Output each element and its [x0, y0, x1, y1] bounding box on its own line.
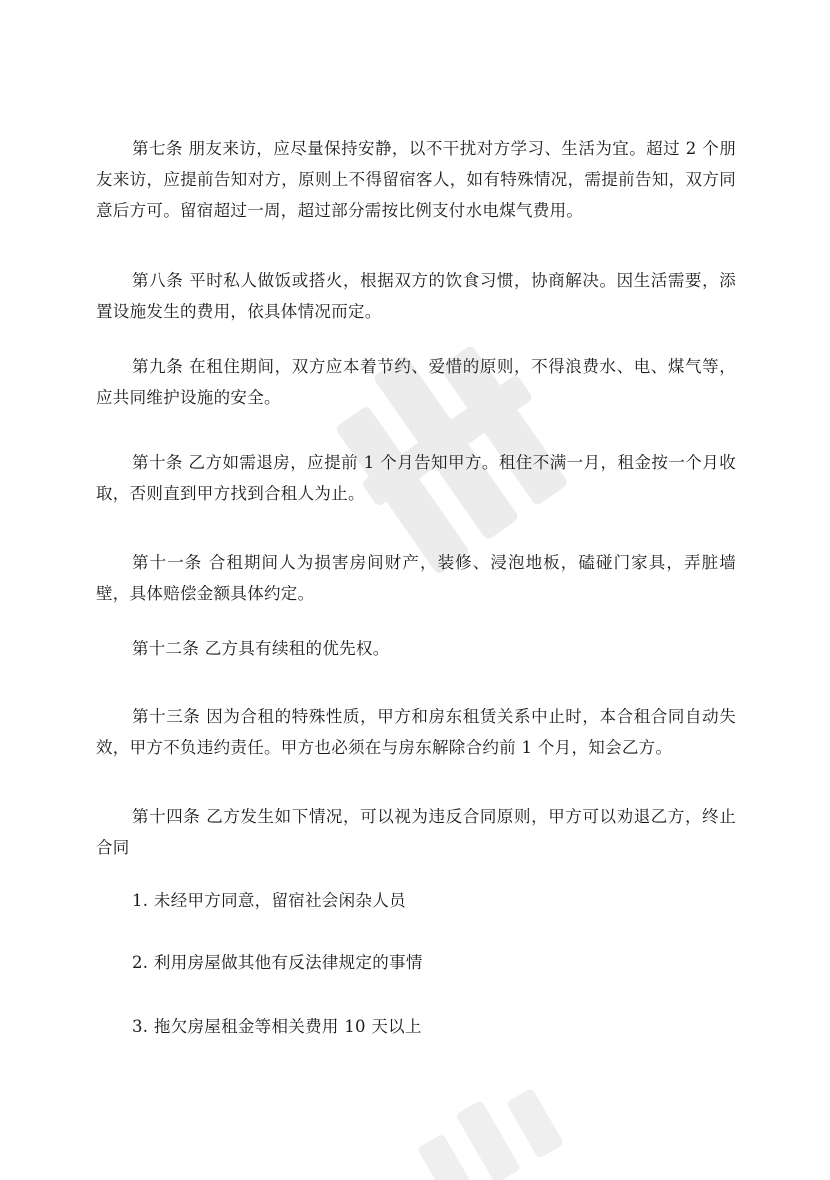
list-item: 3. 拖欠房屋租金等相关费用 10 天以上: [132, 1017, 422, 1036]
article-12-paragraph: 第十二条 乙方具有续租的优先权。: [132, 639, 390, 658]
list-item: 2. 利用房屋做其他有反法律规定的事情: [132, 953, 423, 972]
watermark-corner-icon: [390, 1090, 590, 1180]
article-7-paragraph: 第七条 朋友来访，应尽量保持安静，以不干扰对方学习、生活为宜。超过 2 个朋友来访，应提前告知对方，原则上不得留宿客人，如有特殊情况，需提前告知，双方同意后方可。留宿超过一周，超过部分需按比例支付水电煤气费用。: [96, 139, 736, 220]
list-item: 1. 未经甲方同意，留宿社会闲杂人员: [132, 891, 406, 910]
article-13-paragraph: 第十三条 因为合租的特殊性质，甲方和房东租赁关系中止时，本合租合同自动失效，甲方不负违约责任。甲方也必须在与房东解除合约前 1 个月，知会乙方。: [96, 707, 736, 757]
article-10-paragraph: 第十条 乙方如需退房，应提前 1 个月告知甲方。租住不满一月，租金按一个月收取，否则直到甲方找到合租人为止。: [96, 453, 736, 503]
article-11-paragraph: 第十一条 合租期间人为损害房间财产，装修、浸泡地板，磕碰门家具，弄脏墙壁，具体赔偿金额具体约定。: [96, 553, 736, 603]
article-8-paragraph: 第八条 平时私人做饭或搭火，根据双方的饮食习惯，协商解决。因生活需要，添置设施发生的费用，依具体情况而定。: [96, 271, 736, 321]
article-14-paragraph: 第十四条 乙方发生如下情况，可以视为违反合同原则，甲方可以劝退乙方，终止合同: [96, 807, 736, 857]
article-9-paragraph: 第九条 在租住期间，双方应本着节约、爱惜的原则，不得浪费水、电、煤气等，应共同维护设施的安全。: [96, 357, 736, 407]
